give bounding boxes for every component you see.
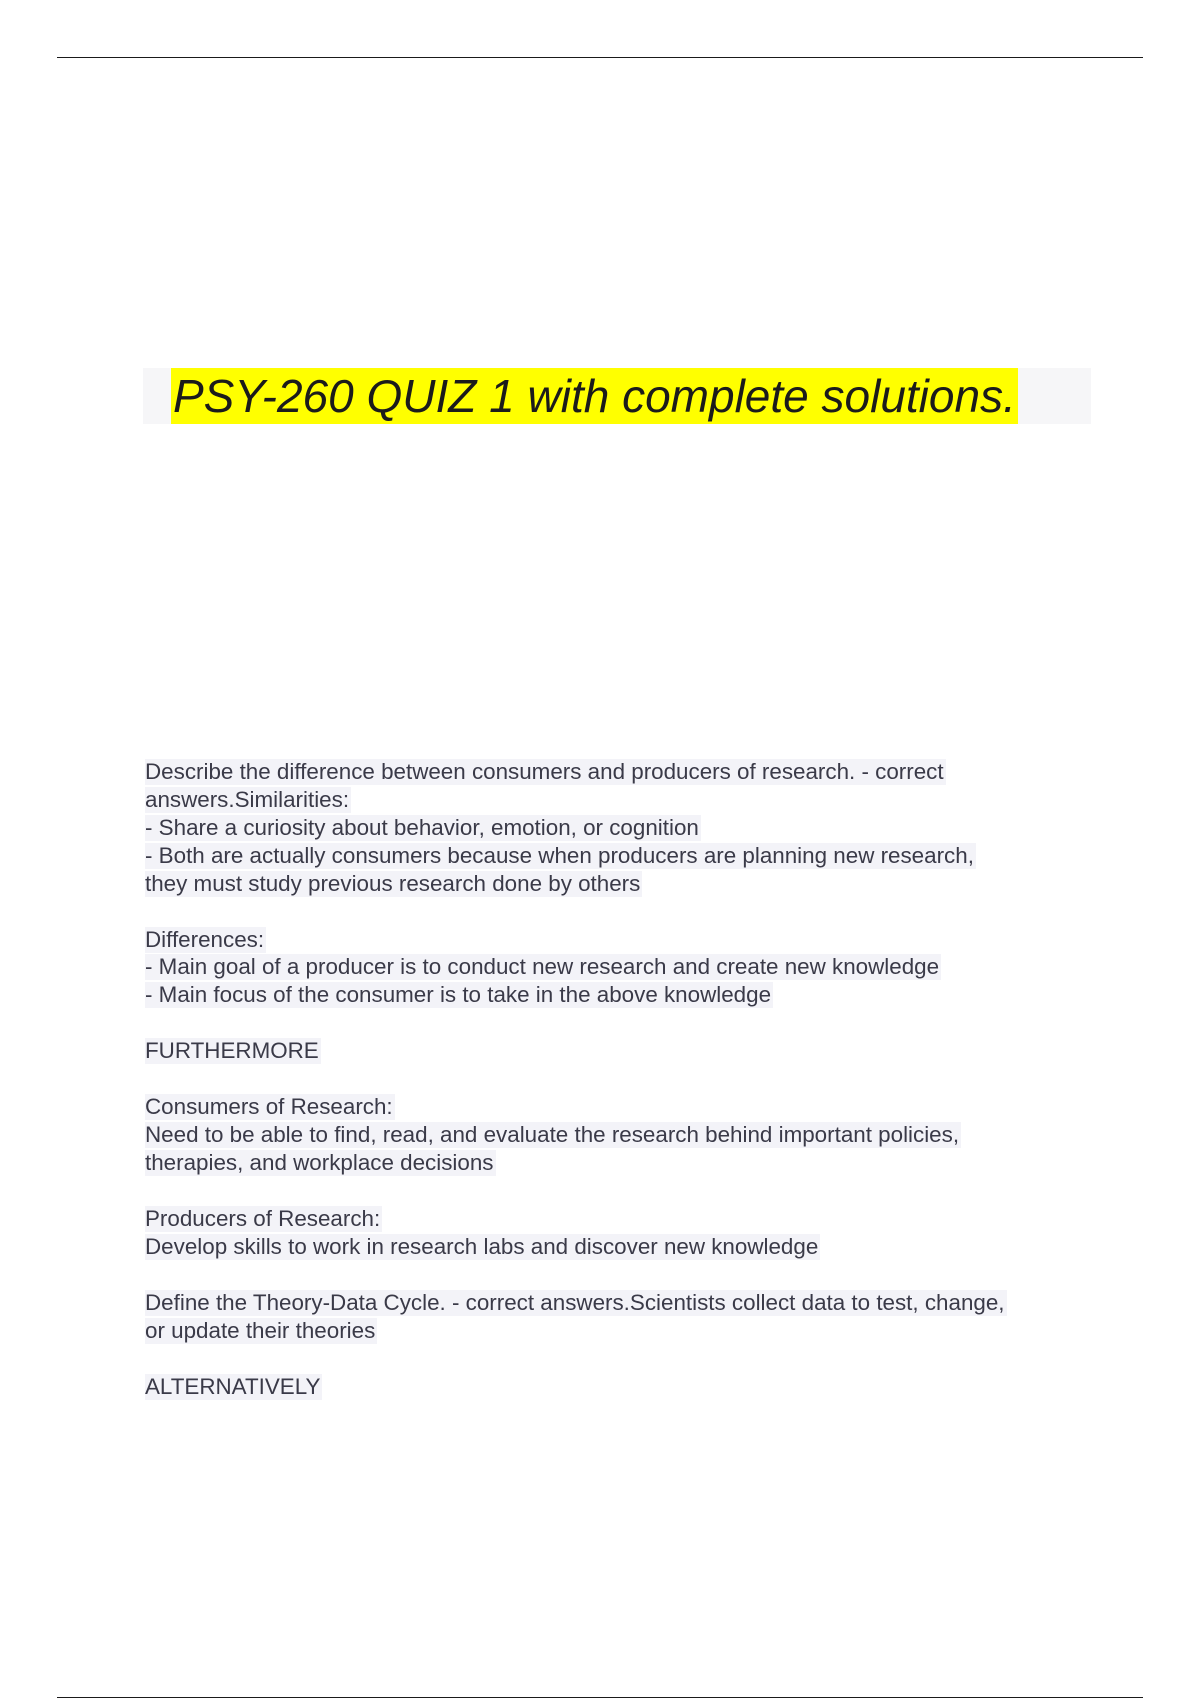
text-line: therapies, and workplace decisions — [145, 1149, 494, 1175]
text-line: answers.Similarities: — [145, 786, 350, 812]
paragraph-theory-data-cycle — [145, 1289, 1105, 1345]
document-body — [145, 758, 1105, 1428]
bottom-rule — [57, 1697, 1143, 1698]
paragraph-producers-of-research — [145, 1205, 1105, 1261]
text-line: - Main goal of a producer is to conduct new research and create new knowledge — [145, 954, 940, 980]
text-line: Develop skills to work in research labs and discover new knowledge — [145, 1233, 819, 1259]
text-line: or update their theories — [145, 1317, 376, 1343]
text-line: Describe the difference between consumers and producers of research. - correct — [145, 759, 944, 784]
text-line: Differences: — [145, 926, 265, 952]
text-line: Consumers of Research: — [145, 1094, 393, 1120]
text-line: - Main focus of the consumer is to take in the above knowledge — [145, 982, 772, 1008]
text-line: Producers of Research: — [145, 1205, 381, 1231]
top-rule — [57, 57, 1143, 58]
paragraph-differences — [145, 926, 1105, 1010]
paragraph-furthermore — [145, 1037, 1105, 1065]
text-line: FURTHERMORE — [145, 1038, 319, 1064]
text-line: Define the Theory-Data Cycle. - correct answers.Scientists collect data to test, change, — [145, 1289, 1005, 1315]
document-title: PSY-260 QUIZ 1 with complete solutions. — [173, 370, 1016, 422]
paragraph-alternatively — [145, 1373, 1105, 1401]
text-line: Need to be able to find, read, and evaluate the research behind important policies, — [145, 1122, 960, 1148]
text-line: - Share a curiosity about behavior, emotion, or cognition — [145, 814, 699, 840]
paragraph-consumers-vs-producers — [145, 758, 1105, 898]
text-line: - Both are actually consumers because when producers are planning new research, — [145, 842, 974, 868]
text-line: ALTERNATIVELY — [145, 1373, 321, 1399]
text-line: they must study previous research done by others — [145, 870, 641, 896]
paragraph-consumers-of-research — [145, 1093, 1105, 1177]
